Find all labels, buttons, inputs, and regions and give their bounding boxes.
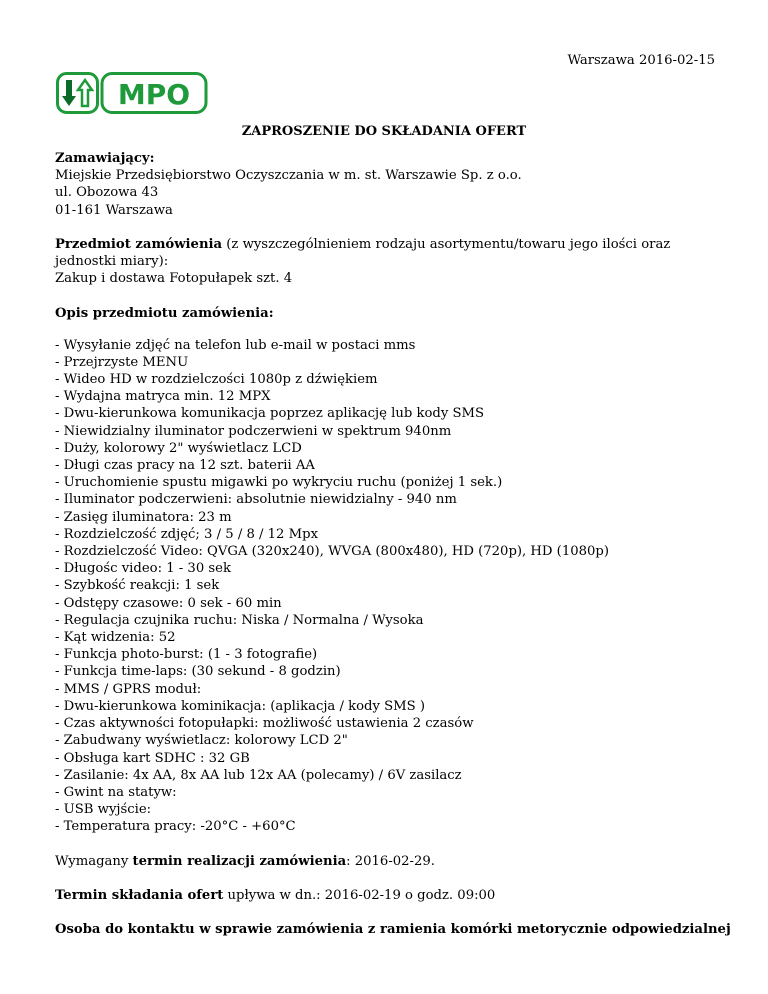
spec-item: - Rozdzielczość Video: QVGA (320x240), WVGA (800x480), HD (720p), HD (1080p) xyxy=(55,544,609,560)
zamawiajacy-line: 01-161 Warszawa xyxy=(55,202,173,218)
date-line: Warszawa 2016-02-15 xyxy=(567,53,715,68)
przedmiot-desc: (z wyszczególnieniem rodzaju asortymentu/towaru jego ilości oraz jednostki miary): xyxy=(55,236,671,270)
termin-realizacji-bold: termin realizacji zamówienia xyxy=(132,853,347,869)
spec-item: - Niewidzialny iluminator podczerwieni w spektrum 940nm xyxy=(55,423,452,439)
spec-item: - Wideo HD w rozdzielczości 1080p z dźwiękiem xyxy=(55,372,378,388)
przedmiot-paragraph xyxy=(55,236,735,270)
logo-text: MPO xyxy=(117,78,191,111)
spec-item: - Odstępy czasowe: 0 sek - 60 min xyxy=(55,595,282,611)
spec-item: - Rozdzielczość zdjęć; 3 / 5 / 8 / 12 Mpx xyxy=(55,526,319,542)
termin-realizacji-pre: Wymagany xyxy=(55,853,133,869)
termin-skladania-post: upływa w dn.: 2016-02-19 o godz. 09:00 xyxy=(223,887,496,903)
spec-item: - MMS / GPRS moduł: xyxy=(55,681,202,697)
document-title: ZAPROSZENIE DO SKŁADANIA OFERT xyxy=(241,124,527,139)
spec-item: - Uruchomienie spustu migawki po wykryciu ruchu (poniżej 1 sek.) xyxy=(55,475,503,491)
spec-item: - Obsługa kart SDHC : 32 GB xyxy=(55,750,250,766)
spec-item: - Wydajna matryca min. 12 MPX xyxy=(55,389,271,405)
zamawiajacy-label: Zamawiający: xyxy=(55,151,155,166)
spec-item: - Gwint na statyw: xyxy=(55,784,177,800)
przedmiot-line: Zakup i dostawa Fotopułapek szt. 4 xyxy=(55,271,293,287)
kontakt-line: Osoba do kontaktu w sprawie zamówienia z ramienia komórki metorycznie odpowiedzialnej xyxy=(55,921,731,937)
termin-skladania xyxy=(55,887,735,904)
termin-skladania-bold: Termin składania ofert xyxy=(55,887,224,903)
spec-item: - Kąt widzenia: 52 xyxy=(55,630,176,646)
spec-item: - Dwu-kierunkowa komunikacja poprzez aplikację lub kody SMS xyxy=(55,406,485,422)
spec-list xyxy=(55,337,735,836)
spec-item: - Regulacja czujnika ruchu: Niska / Normalna / Wysoka xyxy=(55,612,424,628)
spec-item: - USB wyjście: xyxy=(55,802,152,818)
spec-item: - Czas aktywności fotopułapki: możliwość ustawienia 2 czasów xyxy=(55,716,474,732)
mpo-logo xyxy=(56,72,208,114)
spec-item: - Zabudwany wyświetlacz: kolorowy LCD 2" xyxy=(55,733,348,749)
spec-item: - Szybkość reakcji: 1 sek xyxy=(55,578,220,594)
opis-label: Opis przedmiotu zamówienia: xyxy=(55,306,274,322)
spec-item: - Temperatura pracy: -20°C - +60°C xyxy=(55,819,296,835)
spec-item: - Duży, kolorowy 2" wyświetlacz LCD xyxy=(55,440,302,456)
zamawiajacy-line: ul. Obozowa 43 xyxy=(55,185,159,201)
spec-item: - Długośc video: 1 - 30 sek xyxy=(55,561,231,577)
spec-item: - Wysyłanie zdjęć na telefon lub e-mail w postaci mms xyxy=(55,337,416,353)
spec-item: - Długi czas pracy na 12 szt. baterii AA xyxy=(55,458,315,474)
termin-realizacji xyxy=(55,853,735,870)
spec-item: - Funkcja time-laps: (30 sekund - 8 godzin) xyxy=(55,664,341,680)
spec-item: - Iluminator podczerwieni: absolutnie niewidzialny - 940 nm xyxy=(55,492,457,508)
document-body xyxy=(55,150,735,938)
spec-item: - Zasilanie: 4x AA, 8x AA lub 12x AA (polecamy) / 6V zasilacz xyxy=(55,767,462,783)
zamawiajacy-line: Miejskie Przedsiębiorstwo Oczyszczania w m. st. Warszawie Sp. z o.o. xyxy=(55,168,522,184)
spec-item: - Zasięg iluminatora: 23 m xyxy=(55,509,232,525)
termin-realizacji-post: : 2016-02-29. xyxy=(346,853,435,869)
przedmiot-label: Przedmiot zamówienia xyxy=(55,236,223,252)
spec-item: - Dwu-kierunkowa kominikacja: (aplikacja / kody SMS ) xyxy=(55,698,426,714)
spec-item: - Funkcja photo-burst: (1 - 3 fotografie) xyxy=(55,647,318,663)
spec-item: - Przejrzyste MENU xyxy=(55,354,189,370)
